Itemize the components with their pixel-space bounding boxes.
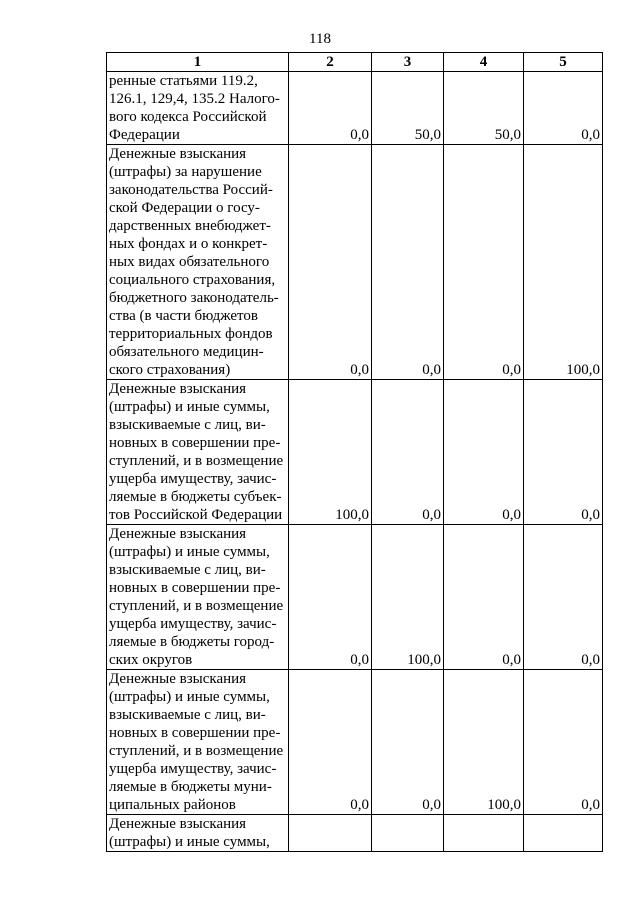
row-value-col2: 0,0	[289, 72, 372, 145]
row-value-col4: 0,0	[444, 145, 524, 380]
row-value-col4: 100,0	[444, 670, 524, 815]
row-value-col3	[372, 815, 444, 852]
row-description: ренные статьями 119.2, 126.1, 129,4, 135.2 Налого- вого кодекса Российской Федерации	[107, 72, 289, 145]
table-row	[107, 670, 603, 815]
column-header-5: 5	[524, 53, 603, 72]
row-value-col2: 0,0	[289, 525, 372, 670]
row-description: Денежные взыскания (штрафы) и иные суммы, взыскиваемые с лиц, ви- новных в совершении пре- ступлений, и в возмещение ущерба имуществу, зачис- ляемые в бюджеты муни- ципальных районов	[107, 670, 289, 815]
row-value-col3: 100,0	[372, 525, 444, 670]
row-value-col5: 0,0	[524, 670, 603, 815]
row-value-col5: 0,0	[524, 525, 603, 670]
table-row	[107, 815, 603, 852]
row-value-col2: 0,0	[289, 670, 372, 815]
row-value-col5: 0,0	[524, 380, 603, 525]
budget-table	[106, 52, 603, 852]
table-row	[107, 145, 603, 380]
column-header-4: 4	[444, 53, 524, 72]
row-value-col2	[289, 815, 372, 852]
row-value-col3: 50,0	[372, 72, 444, 145]
row-value-col2: 100,0	[289, 380, 372, 525]
row-value-col4: 0,0	[444, 380, 524, 525]
table-header-row	[107, 53, 603, 72]
table-row	[107, 72, 603, 145]
row-value-col4	[444, 815, 524, 852]
row-value-col4: 50,0	[444, 72, 524, 145]
row-value-col3: 0,0	[372, 145, 444, 380]
row-value-col3: 0,0	[372, 380, 444, 525]
row-description: Денежные взыскания (штрафы) и иные суммы,	[107, 815, 289, 852]
column-header-2: 2	[289, 53, 372, 72]
column-header-1: 1	[107, 53, 289, 72]
row-value-col5: 100,0	[524, 145, 603, 380]
column-header-3: 3	[372, 53, 444, 72]
row-value-col4: 0,0	[444, 525, 524, 670]
row-value-col5: 0,0	[524, 72, 603, 145]
table-row	[107, 525, 603, 670]
row-value-col2: 0,0	[289, 145, 372, 380]
row-description: Денежные взыскания (штрафы) и иные суммы, взыскиваемые с лиц, ви- новных в совершении пре- ступлений, и в возмещение ущерба имуществу, зачис- ляемые в бюджеты субъек- тов Российской Федерации	[107, 380, 289, 525]
row-description: Денежные взыскания (штрафы) и иные суммы, взыскиваемые с лиц, ви- новных в совершении пре- ступлений, и в возмещение ущерба имуществу, зачис- ляемые в бюджеты город- ских округов	[107, 525, 289, 670]
row-value-col3: 0,0	[372, 670, 444, 815]
table-row	[107, 380, 603, 525]
row-value-col5	[524, 815, 603, 852]
row-description: Денежные взыскания (штрафы) за нарушение законодательства Россий- ской Федерации о госу- дарственных внебюджет- ных фондах и о конкрет- ных видах обязательного социального страхования, бюджетного законодатель- ства (в части бюджетов территориальных фондов обязательного медицин- ского страхования)	[107, 145, 289, 380]
page-number: 118	[309, 31, 331, 47]
